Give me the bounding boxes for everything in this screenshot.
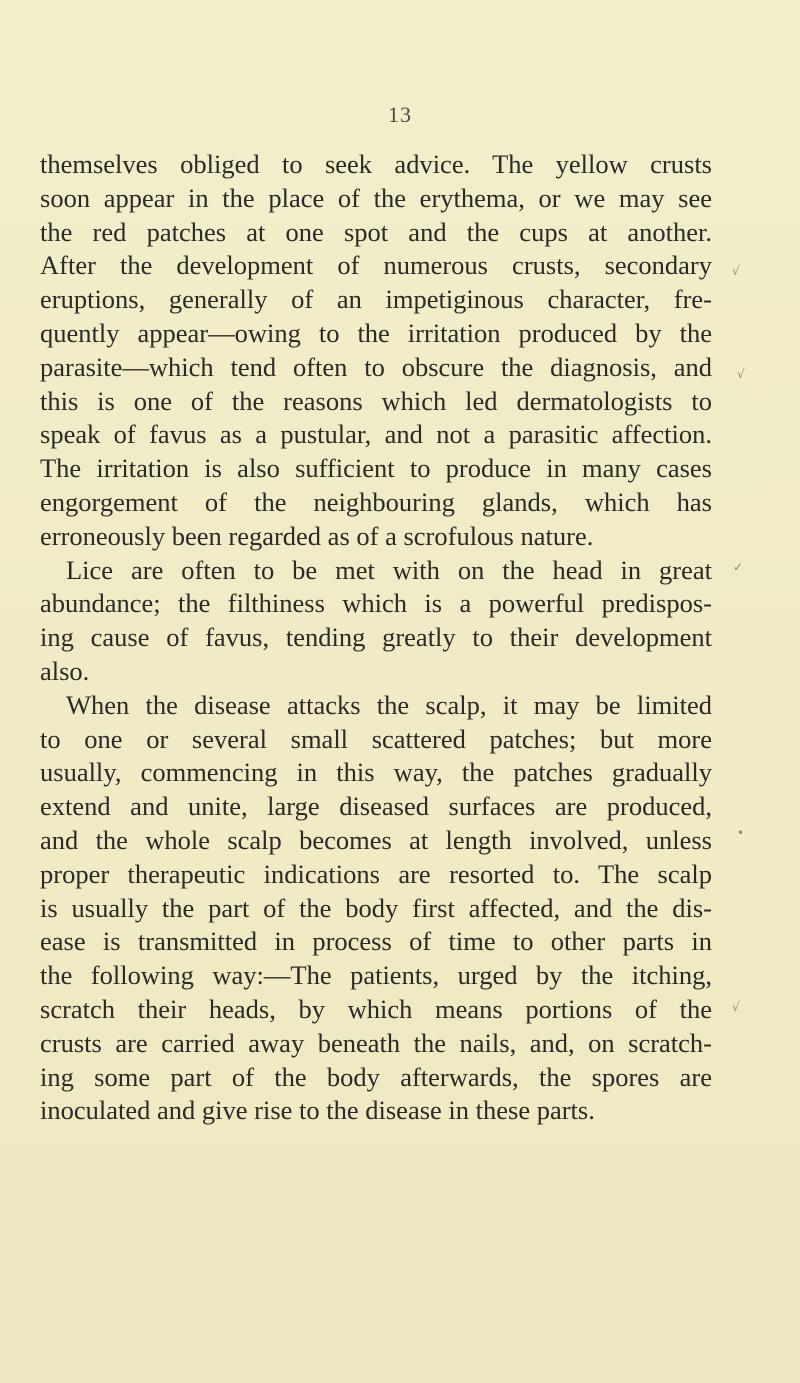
text-line: themselves obliged to seek advice. The yellow crusts [40, 149, 712, 179]
body-text [40, 148, 712, 1128]
text-line: erroneously been regarded as of a scrofulous nature. [40, 520, 594, 551]
text-line: ing cause of favus, tending greatly to their development [40, 622, 712, 653]
text-line: usually, commencing in this way, the patches gradually [40, 757, 712, 788]
text-line: is usually the part of the body first affected, and the dis- [40, 892, 712, 923]
text-line: this is one of the reasons which led dermatologists to [40, 385, 712, 416]
text-line: Lice are often to be met with on the head in great [66, 554, 712, 585]
text-line: soon appear in the place of the erythema, or we may see [40, 182, 712, 213]
text-line: engorgement of the neighbouring glands, which has [40, 486, 712, 517]
margin-check-mark: √ [732, 264, 740, 278]
text-line: the following way:—The patients, urged by the itching, [40, 960, 712, 991]
text-line: speak of favus as a pustular, and not a parasitic affection. [40, 419, 712, 450]
text-line: proper therapeutic indications are resorted to. The scalp [40, 858, 712, 889]
margin-check-mark: ✓ [733, 560, 744, 574]
text-line: ing some part of the body afterwards, the spores are [40, 1061, 712, 1092]
text-line: to one or several small scattered patches; but more [40, 723, 712, 754]
text-line: the red patches at one spot and the cups at another. [40, 216, 712, 247]
margin-check-mark: √ [732, 1000, 740, 1014]
text-line: eruptions, generally of an impetiginous character, fre- [40, 284, 712, 315]
text-line: also. [40, 655, 90, 686]
text-line: After the development of numerous crusts, secondary [40, 250, 712, 281]
text-line: and the whole scalp becomes at length involved, unless [40, 824, 712, 855]
margin-dot-mark: • [737, 826, 745, 840]
text-line: parasite—which tend often to obscure the diagnosis, and [40, 351, 712, 382]
text-line: When the disease attacks the scalp, it may be limited [66, 689, 712, 720]
text-line: extend and unite, large diseased surfaces are produced, [40, 791, 712, 822]
text-line: crusts are carried away beneath the nails, and, on scratch- [40, 1027, 712, 1058]
page-number: 13 [388, 102, 412, 127]
text-line: scratch their heads, by which means portions of the [40, 993, 712, 1024]
text-line: quently appear—owing to the irritation produced by the [40, 317, 712, 348]
text-line: The irritation is also sufficient to produce in many cases [40, 453, 712, 484]
text-line: abundance; the filthiness which is a powerful predispos- [40, 588, 712, 619]
text-line: inoculated and give rise to the disease in these parts. [40, 1095, 595, 1126]
margin-check-mark: √ [737, 367, 745, 381]
text-line: ease is transmitted in process of time to other parts in [40, 926, 712, 957]
